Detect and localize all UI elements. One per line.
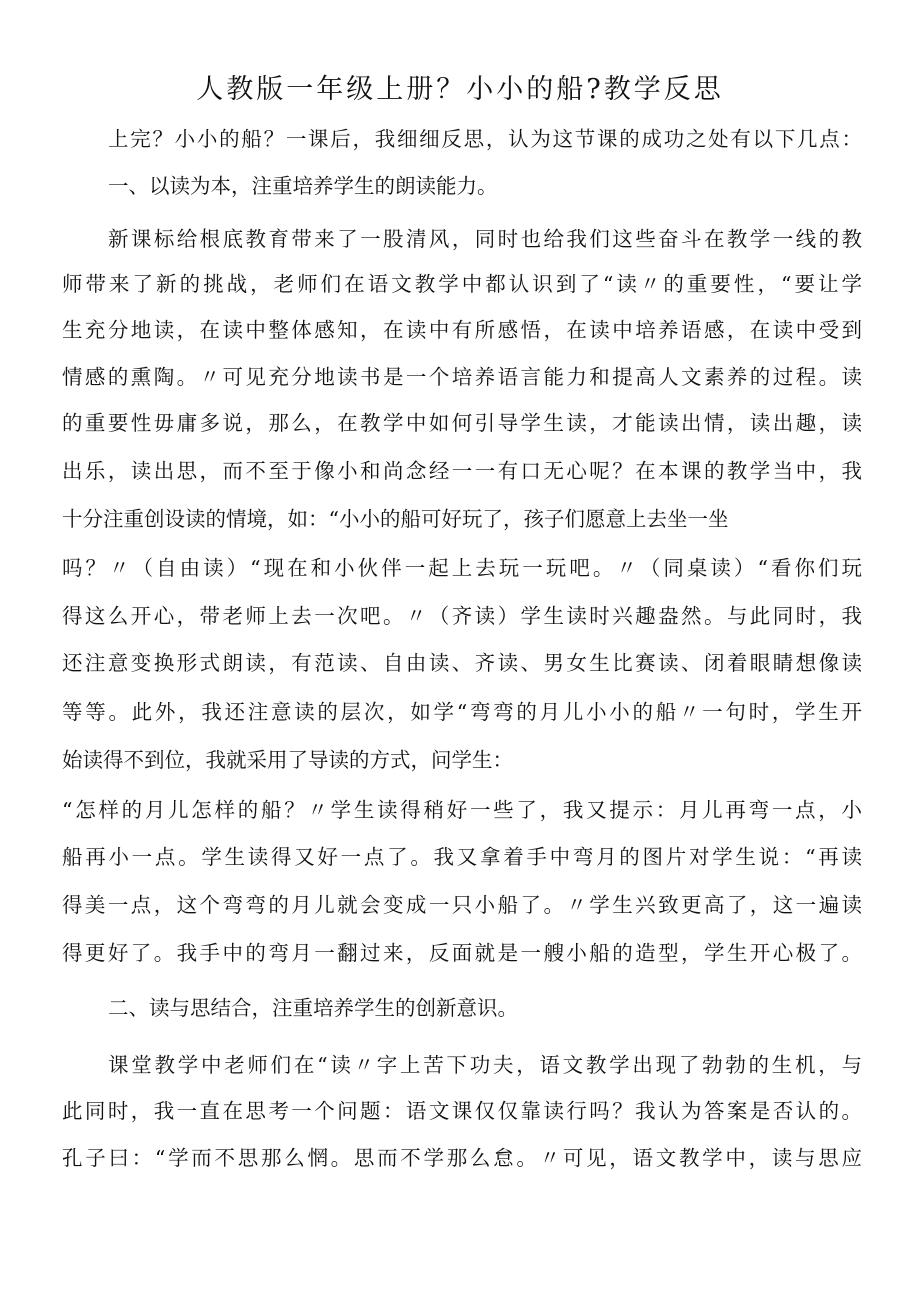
section-heading: 一、以读为本，注重培养学生的朗读能力。 (108, 174, 498, 198)
text-line: 课堂教学中老师们在“读〃字上苦下功夫，语文教学出现了勃勃的生机，与 (108, 1053, 862, 1077)
text-line: 上完？小小的船？一课后，我细细反思，认为这节课的成功之处有以下几点： (108, 127, 862, 151)
text-line: 吗？〃（自由读）“现在和小伙伴一起上去玩一玩吧。〃（同桌读）“看你们玩 (62, 556, 862, 580)
text-line: 始读得不到位，我就采用了导读的方式，问学生： (62, 748, 513, 772)
text-line: 的重要性毋庸多说，那么，在教学中如何引导学生读，才能读出情，读出趣，读 (62, 411, 862, 435)
text-line: “怎样的月儿怎样的船？〃学生读得稍好一些了，我又提示：月儿再弯一点，小 (62, 798, 862, 822)
text-line: 得这么开心，带老师上去一次吧。〃（齐读）学生读时兴趣盎然。与此同时，我 (62, 604, 862, 628)
text-line: 师带来了新的挑战，老师们在语文教学中都认识到了“读〃的重要性，“要让学 (62, 272, 862, 296)
text-line: 孔子曰：“学而不思那么惘。思而不学那么怠。〃可见，语文教学中，读与思应 (62, 1146, 862, 1170)
text-line: 新课标给根底教育带来了一股清风，同时也给我们这些奋斗在教学一线的教 (108, 227, 862, 251)
document-title: 人教版一年级上册？小小的船?教学反思 (196, 74, 724, 105)
text-line: 生充分地读，在读中整体感知，在读中有所感悟，在读中培养语感，在读中受到 (62, 318, 862, 342)
text-line: 十分注重创设读的情境，如：“小小的船可好玩了，孩子们愿意上去坐一坐 (62, 507, 729, 531)
text-line: 等等。此外，我还注意读的层次，如学“弯弯的月儿小小的船〃一句时，学生开 (62, 700, 862, 724)
text-line: 得更好了。我手中的弯月一翻过来，反面就是一艘小船的造型，学生开心极了。 (62, 941, 862, 965)
section-heading: 二、读与思结合，注重培养学生的创新意识。 (108, 996, 518, 1020)
text-line: 此同时，我一直在思考一个问题：语文课仅仅靠读行吗？我认为答案是否认的。 (62, 1099, 862, 1123)
text-line: 情感的熏陶。〃可见充分地读书是一个培养语言能力和提高人文素养的过程。读 (62, 365, 862, 389)
text-line: 出乐，读出思，而不至于像小和尚念经一一有口无心呢？在本课的教学当中，我 (62, 459, 862, 483)
text-line: 船再小一点。学生读得又好一点了。我又拿着手中弯月的图片对学生说：“再读 (62, 845, 862, 869)
text-line: 还注意变换形式朗读，有范读、自由读、齐读、男女生比赛读、闭着眼睛想像读 (62, 651, 862, 675)
text-line: 得美一点，这个弯弯的月儿就会变成一只小船了。〃学生兴致更高了，这一遍读 (62, 893, 862, 917)
